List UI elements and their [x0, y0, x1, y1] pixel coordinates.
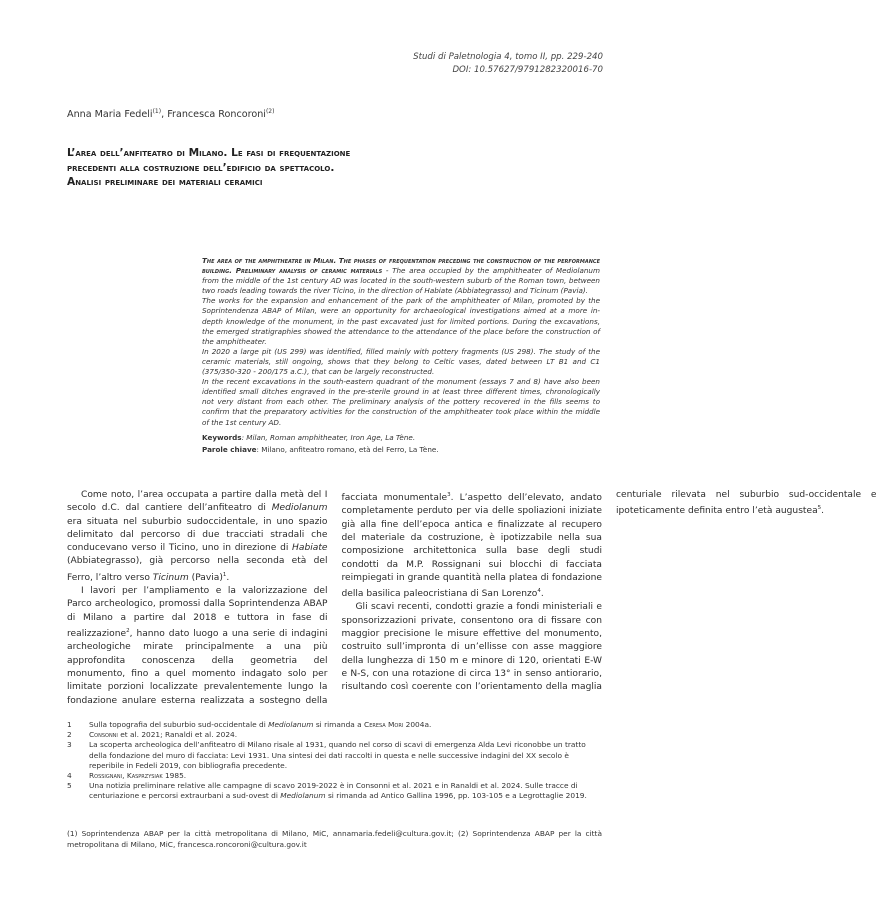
footnote-text: La scoperta archeologica dell’anfiteatro di Milano risale al 1931, quando nel corso di scavi di emergenza Alda Levi riconobbe un tratto della fondazione del muro di facciata: Levi 1931. Una sintesi dei dati raccolti in questa e nelle successive indagini del XX secolo è reperibile in Fedeli 2019, con bibliografia precedente. [89, 740, 586, 770]
text: Una notizia preliminare relative alle campagne di scavo 2019-2022 è in Consonni et al. 2021 e in Ranaldi et al. 2024. Sulle tracce di centuriazione e percorsi extraurbani a sud-ovest di [89, 781, 578, 801]
footnote [67, 771, 602, 781]
abstract [202, 256, 600, 456]
text: si rimanda a [313, 720, 365, 729]
abstract-lead: The area of the amphitheatre in Milan. The phases of frequentation preceding the construction of the performance building. Preliminary analysis of ceramic materials [202, 256, 600, 276]
text: , hanno dato luogo a una serie di indagini archeologiche mirate principalmente a una più approfondita conoscenza della geometria del monumento, fino a quel momento indagato solo per limitate porzioni localizzate prevalentemente lungo la fondazione anulare esterna realizzata a sostegno della facciata monumentale [67, 493, 448, 706]
footnote-ref: 1 [222, 571, 227, 578]
text: si rimanda ad Antico Gallina 1996, pp. 103-105 e a Legrottaglie 2019. [325, 791, 587, 801]
title-line-2: precedenti alla costruzione dell’edificio da spettacolo. [67, 161, 335, 174]
text: I lavori per l’ampliamento e la valorizzazione del Parco archeologico, promossi dalla Soprintendenza ABAP di Milano a partire dal 2018 e tuttora in fase di realizzazione [67, 586, 328, 640]
text-italic: Mediolanum [280, 791, 326, 801]
author-1-ref: (1) [152, 108, 162, 115]
author-cite: Rossignani, Kasprzysiak [89, 771, 163, 781]
footnotes [67, 720, 602, 802]
text: (Abbiategrasso), già percorso nella seconda età del Ferro, l’altro verso [67, 556, 328, 583]
footnote-ref: 5 [817, 505, 822, 512]
abstract-para-2: The works for the expansion and enhancement of the park of the amphitheater of Milan, promoted by the Soprintendenza ABAP of Milan, were an opportunity for archaeological investigations aimed at a more in-depth knowledge of the monument, in the past excavated just for limited portions. During the excavations, the emerged stratigraphies showed the attendance to the attendance of the place before the construction of the amphitheater. [202, 296, 600, 346]
title-line-3: Analisi preliminare dei materiali ceramici [67, 176, 263, 189]
author-separator: , [161, 109, 168, 121]
footnote [67, 781, 602, 801]
text: 2004a. [403, 720, 432, 729]
text: . [540, 589, 544, 600]
footnote-number: 2 [67, 730, 72, 740]
author-line [67, 108, 274, 120]
footnote-number: 1 [67, 720, 72, 729]
title-line-1: L’area dell’anfiteatro di Milano. Le fasi di frequentazione [67, 147, 351, 159]
text: et al. 2021; Ranaldi et al. 2024. [117, 730, 238, 740]
author-cite: Consonni [89, 730, 118, 740]
text: Come noto, l’area occupata a partire dalla metà del I secolo d.C. dal cantiere dell’anfiteatro di [67, 490, 328, 514]
keywords-value: : Milan, Roman amphitheater, Iron Age, La Tène. [241, 432, 416, 442]
journal-header [413, 51, 603, 77]
text: . L’aspetto dell’elevato, andato completamente perduto per via delle spoliazioni iniziate già alla fine dell’epoca antica e finalizzate al recupero del materiale da costruzione, è ipotizzabile nella sua composizione architettonica sulla base degli studi condotti da M.P. Rossignani sui blocchi di facciata reimpiegati in grande quantità nella platea di fondazione della basilica paleocristiana di San Lorenzo [341, 493, 602, 600]
text: Gli scavi recenti, condotti grazie a fondi ministeriali e sponsorizzazioni private, consentono ora di fissare con maggior precisione le misure effettive del monumento, costruito sull’impronta di un’ellisse con asse maggiore della lunghezza di 150 m e minore di 120, orientati E-W e N-S, con una rotazione di circa 13° in senso antiorario, risultando così coerente con l’orientamento della maglia centuriale rilevata nel suburbio sud-occidentale e ipoteticamente definita entro l’età augustea [341, 490, 877, 693]
author-cite: Ceresa Mori [364, 720, 404, 729]
footnote-number: 5 [67, 781, 72, 791]
text: . [226, 572, 230, 583]
author-1: Anna Maria Fedeli [67, 109, 153, 121]
footnote-text [89, 781, 602, 801]
abstract-para-3: In 2020 a large pit (US 299) was identified, filled mainly with pottery fragments (US 298). The study of the ceramic materials, still ongoing, shows that they belong to Celtic vases, dated between LT B1 and C1 (375/350-320 - 200/175 a.C.), that can be largely reconstructed. [202, 346, 600, 377]
abstract-para-4: In the recent excavations in the south-eastern quadrant of the monument (essays 7 and 8) have also been identified small ditches engraved in the pre-sterile ground in at least three different times, chronologically not very distant from each other. The preliminary analysis of the pottery recovered in the fills seems to confirm that the preparatory activities for the construction of the amphitheater took place within the middle of the 1st century AD. [202, 377, 600, 427]
text-italic: Habiate [292, 543, 328, 554]
footnote [67, 720, 602, 730]
text-italic: Mediolanum [268, 720, 314, 729]
affiliations: (1) Soprintendenza ABAP per la città metropolitana di Milano, MiC, annamaria.fedeli@cultura.gov.it; (2) Soprintendenza ABAP per la città metropolitana di Milano, MiC, francesca.roncoroni@cultura.gov.it [67, 829, 602, 849]
parole-chiave-value: : Milano, anfiteatro romano, età del Ferro, La Tène. [256, 444, 439, 454]
footnote-number: 4 [67, 771, 72, 781]
abstract-para-1 [202, 256, 600, 296]
text: era situata nel suburbio sudoccidentale, in uno spazio delimitato dal percorso di due tracciati stradali che conducevano verso il Ticino, uno in direzione di [67, 516, 328, 554]
footnote [67, 730, 602, 740]
footnote-ref: 2 [126, 628, 130, 634]
body-text [67, 489, 877, 714]
footnote-text [89, 730, 602, 740]
parole-chiave-label: Parole chiave [202, 444, 257, 454]
body-para-1 [67, 489, 328, 585]
keywords-label: Keywords [202, 432, 242, 442]
text-italic: Ticinum [152, 572, 189, 583]
keywords [202, 432, 600, 444]
text: (Pavia) [188, 572, 223, 583]
footnote-ref: 3 [447, 492, 451, 498]
journal-citation: Studi di Paletnologia 4, tomo II, pp. 229-240 [413, 52, 603, 62]
parole-chiave [202, 444, 600, 456]
footnote-text [89, 720, 602, 730]
journal-doi: DOI: 10.57627/9791282320016-70 [452, 65, 603, 75]
author-2: Francesca Roncoroni [167, 109, 266, 121]
text-italic: Mediolanum [271, 503, 328, 514]
paper-title [67, 146, 497, 190]
text: . [821, 506, 825, 517]
footnote [67, 740, 602, 771]
text: 1985. [162, 771, 187, 781]
abstract-text-1: - The area occupied by the amphitheater of Mediolanum from the middle of the 1st century AD was located in the south-western suburb of the Roman town, between two roads leading towards the river Ticino, in the direction of Habiate (Abbiategrasso) and Ticinum (Pavia). [202, 266, 600, 296]
author-2-ref: (2) [265, 108, 275, 115]
footnote-text [89, 771, 602, 781]
footnote-number: 3 [67, 740, 72, 750]
footnote-ref: 4 [537, 588, 541, 595]
text: Sulla topografia del suburbio sud-occidentale di [89, 720, 269, 729]
